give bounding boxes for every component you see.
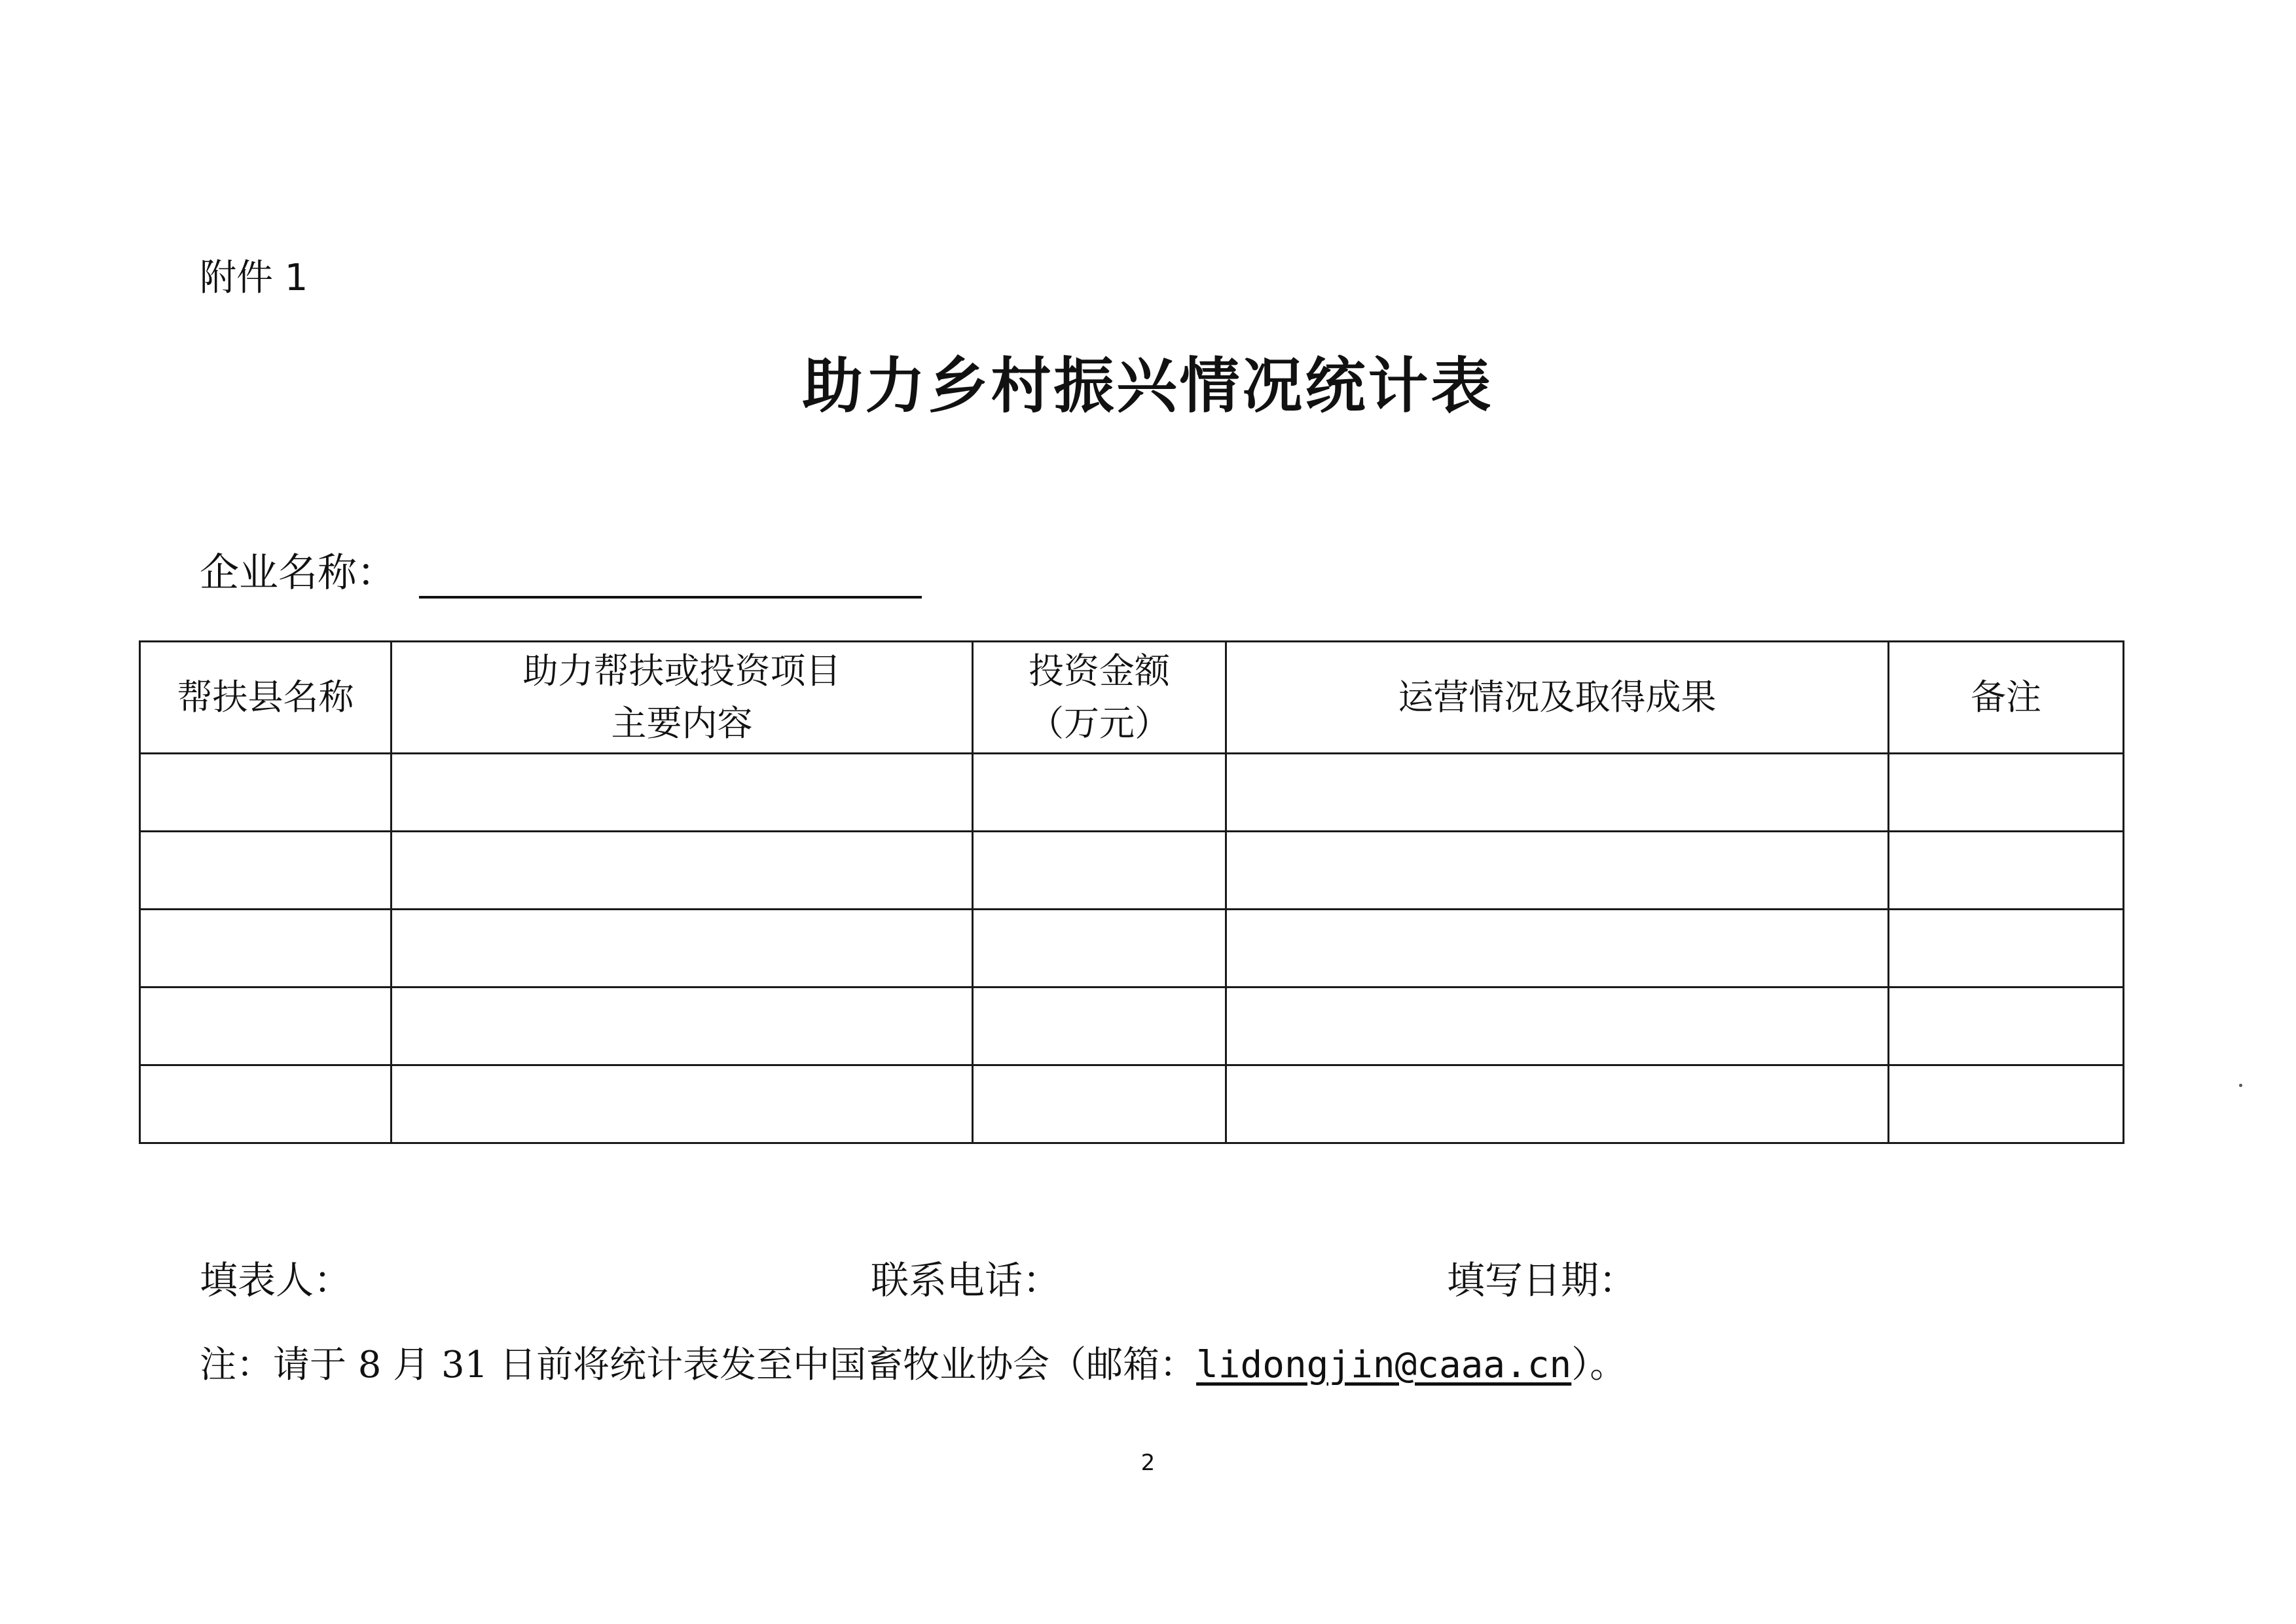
- column-header-amount-unit: （万元）: [1029, 703, 1170, 744]
- page-title: 助力乡村振兴情况统计表: [802, 351, 1494, 421]
- table-cell-county[interactable]: [140, 754, 392, 832]
- table-cell-remarks[interactable]: [1889, 910, 2124, 987]
- table-cell-project[interactable]: [392, 1065, 973, 1143]
- table-cell-remarks[interactable]: [1889, 1065, 2124, 1143]
- column-header-remarks: [1889, 642, 2124, 754]
- column-header-county: [140, 642, 392, 754]
- table-header-row: [140, 642, 2124, 754]
- table-cell-project[interactable]: [392, 754, 973, 832]
- note-prefix: 注：请于 8 月 31 日前将统计表发至中国畜牧业协会（邮箱：: [200, 1344, 1197, 1386]
- table-cell-amount[interactable]: [973, 910, 1226, 987]
- table-row: [140, 987, 2124, 1065]
- table-cell-remarks[interactable]: [1889, 754, 2124, 832]
- table-cell-results[interactable]: [1226, 832, 1889, 910]
- table-cell-results[interactable]: [1226, 1065, 1889, 1143]
- table-cell-amount[interactable]: [973, 987, 1226, 1065]
- table-cell-amount[interactable]: [973, 1065, 1226, 1143]
- column-header-amount-line1: 投资金额: [1029, 650, 1170, 692]
- table-cell-remarks[interactable]: [1889, 987, 2124, 1065]
- column-header-results-text: 运营情况及取得成果: [1398, 676, 1717, 718]
- table-row: [140, 1065, 2124, 1143]
- table-cell-project[interactable]: [392, 832, 973, 910]
- company-name-field[interactable]: [419, 596, 922, 599]
- table-cell-results[interactable]: [1226, 987, 1889, 1065]
- table-cell-project[interactable]: [392, 987, 973, 1065]
- column-header-project-line2: 主要内容: [611, 703, 753, 744]
- email-link[interactable]: lidongjin@caaa.cn: [1196, 1344, 1572, 1386]
- table-cell-county[interactable]: [140, 1065, 392, 1143]
- fill-date-label: 填写日期：: [1447, 1258, 1637, 1302]
- table-cell-results[interactable]: [1226, 754, 1889, 832]
- table-cell-amount[interactable]: [973, 832, 1226, 910]
- column-header-county-text: 帮扶县名称: [177, 676, 354, 718]
- column-header-results: [1226, 642, 1889, 754]
- table-cell-county[interactable]: [140, 910, 392, 987]
- attachment-label: 附件 1: [200, 257, 308, 299]
- table-cell-amount[interactable]: [973, 754, 1226, 832]
- scan-speck: [2239, 1084, 2242, 1087]
- filler-label: 填表人：: [200, 1258, 352, 1302]
- column-header-remarks-text: 备注: [1971, 676, 2041, 718]
- statistics-table: [139, 640, 2124, 1144]
- table-cell-county[interactable]: [140, 832, 392, 910]
- table-cell-county[interactable]: [140, 987, 392, 1065]
- table-row: [140, 754, 2124, 832]
- table-cell-results[interactable]: [1226, 910, 1889, 987]
- column-header-project: [392, 642, 973, 754]
- column-header-project-line1: 助力帮扶或投资项目: [522, 650, 841, 692]
- company-name-label: 企业名称：: [200, 550, 396, 596]
- column-header-amount: [973, 642, 1226, 754]
- table-cell-project[interactable]: [392, 910, 973, 987]
- table-row: [140, 832, 2124, 910]
- submission-note: [200, 1339, 1626, 1392]
- table-row: [140, 910, 2124, 987]
- table-cell-remarks[interactable]: [1889, 832, 2124, 910]
- page-number: 2: [1140, 1450, 1156, 1476]
- contact-phone-label: 联系电话：: [871, 1258, 1061, 1302]
- note-suffix: ）。: [1571, 1344, 1627, 1386]
